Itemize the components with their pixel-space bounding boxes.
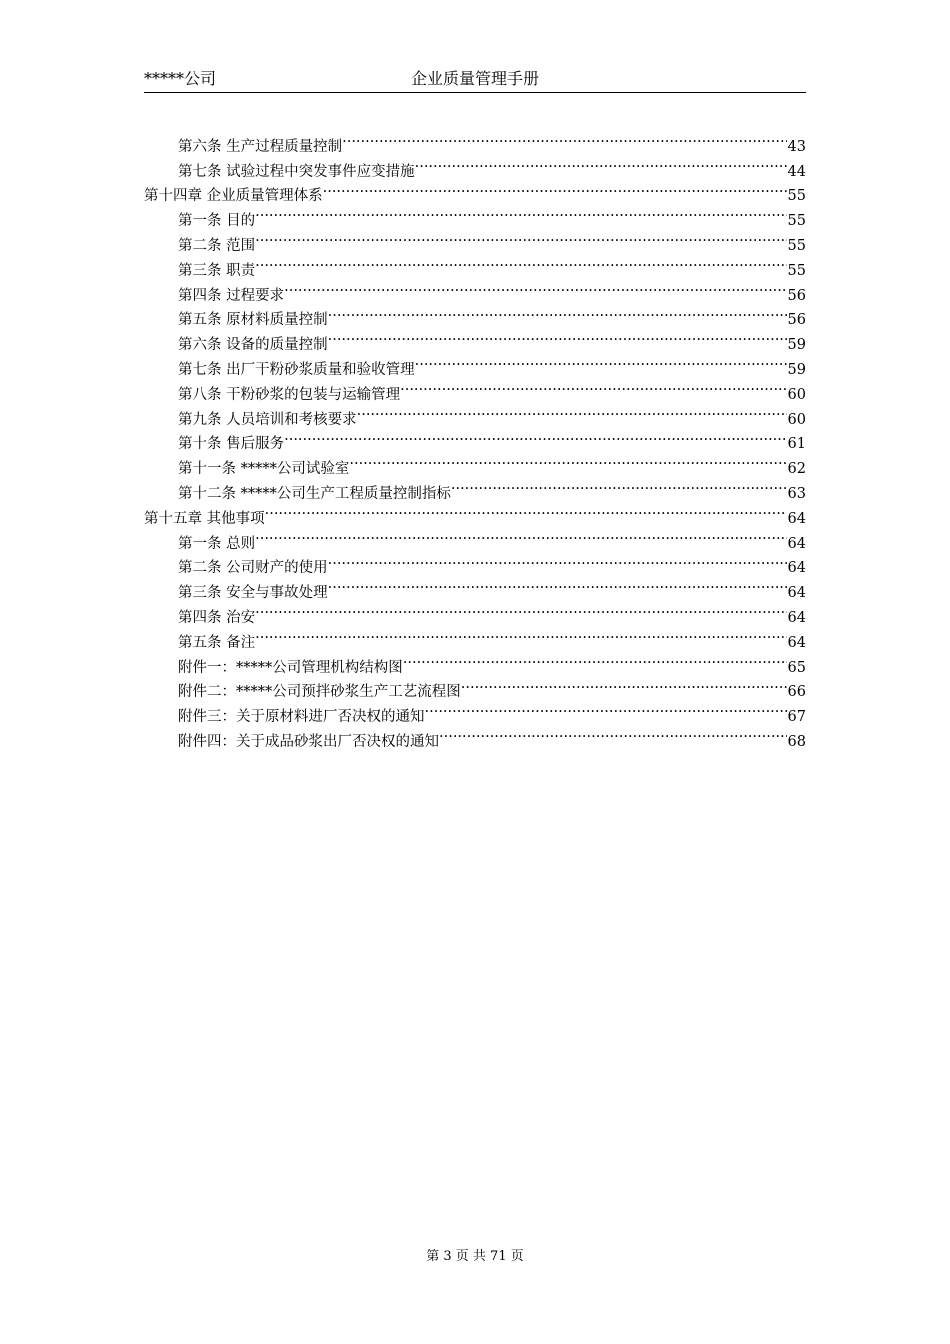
toc-entry-page: 60	[787, 386, 806, 403]
toc-dot-leader	[328, 548, 787, 573]
toc-dot-leader	[284, 424, 786, 449]
toc-entry-page: 61	[787, 436, 806, 453]
toc-entry-page: 59	[787, 361, 806, 378]
toc-dot-leader	[255, 225, 786, 250]
toc-entry[interactable]	[144, 126, 806, 155]
toc-entry-title: 附件二：*****公司预拌砂浆生产工艺流程图	[178, 684, 461, 701]
toc-dot-leader	[342, 126, 786, 151]
toc-entry-title: 第五条 原材料质量控制	[178, 312, 328, 329]
toc-entry-page: 67	[787, 709, 806, 726]
toc-entry-title: 第三条 职责	[178, 262, 256, 279]
toc-entry-page: 55	[787, 188, 806, 205]
toc-entry-title: 第九条 人员培训和考核要求	[178, 411, 357, 428]
toc-entry-page: 56	[787, 312, 806, 329]
toc-dot-leader	[400, 374, 786, 399]
toc-entry-page: 64	[787, 634, 806, 651]
toc-entry-page: 64	[787, 585, 806, 602]
page-footer: 第 3 页 共 71 页	[426, 1249, 524, 1264]
toc-dot-leader	[255, 200, 786, 225]
toc-entry-title: 第七条 出厂干粉砂浆质量和验收管理	[178, 361, 415, 378]
toc-dot-leader	[415, 151, 787, 176]
toc-entry-page: 60	[787, 411, 806, 428]
toc-entry-title: 第六条 生产过程质量控制	[178, 138, 343, 155]
toc-dot-leader	[255, 250, 786, 275]
toc-entry-title: 第二条 范围	[178, 237, 256, 254]
toc-dot-leader	[328, 572, 787, 597]
toc-dot-leader	[357, 399, 787, 424]
toc-entry-page: 63	[787, 485, 806, 502]
toc-dot-leader	[403, 647, 787, 672]
toc-entry-title: 第五条 备注	[178, 634, 256, 651]
toc-dot-leader	[323, 176, 787, 201]
toc-entry-title: 第十五章 其他事项	[144, 510, 265, 527]
toc-entry-page: 43	[787, 138, 806, 155]
toc-dot-leader	[255, 597, 786, 622]
toc-entry-title: 第十四章 企业质量管理体系	[144, 188, 323, 205]
toc-entry-page: 64	[787, 535, 806, 552]
toc-dot-leader	[328, 300, 787, 325]
toc-entry-title: 第十二条 *****公司生产工程质量控制指标	[178, 485, 451, 502]
toc-dot-leader	[255, 523, 786, 548]
toc-entry-title: 第二条 公司财产的使用	[178, 560, 328, 577]
toc-entry-page: 55	[787, 213, 806, 230]
toc-entry-title: 第八条 干粉砂浆的包装与运输管理	[178, 386, 401, 403]
toc-entry-title: 第四条 治安	[178, 609, 256, 626]
page-header	[144, 68, 806, 93]
toc-entry-title: 第十一条 *****公司试验室	[178, 461, 350, 478]
toc-entry-title: 附件三：关于原材料进厂否决权的通知	[178, 709, 425, 726]
toc-dot-leader	[349, 448, 786, 473]
toc-entry-title: 第三条 安全与事故处理	[178, 585, 328, 602]
toc-dot-leader	[415, 349, 787, 374]
toc-dot-leader	[439, 721, 787, 746]
toc-dot-leader	[425, 696, 787, 721]
toc-entry-title: 附件一：*****公司管理机构结构图	[178, 659, 403, 676]
toc-entry-page: 68	[787, 733, 806, 750]
toc-dot-leader	[451, 473, 787, 498]
toc-entry-title: 第十条 售后服务	[178, 436, 285, 453]
toc-entry-page: 64	[787, 560, 806, 577]
toc-dot-leader	[328, 324, 787, 349]
toc-entry-page: 66	[787, 684, 806, 701]
toc-entry-page: 65	[787, 659, 806, 676]
toc-entry-title: 第七条 试验过程中突发事件应变措施	[178, 163, 415, 180]
toc-dot-leader	[461, 672, 787, 697]
toc-entry-page: 56	[787, 287, 806, 304]
toc-dot-leader	[265, 498, 787, 523]
header-company: *****公司	[144, 69, 217, 88]
toc-entry-page: 64	[787, 609, 806, 626]
header-title: 企业质量管理手册	[410, 69, 539, 88]
toc-entry-title: 第一条 总则	[178, 535, 256, 552]
toc-entry-page: 59	[787, 337, 806, 354]
toc-entry-title: 第六条 设备的质量控制	[178, 337, 328, 354]
toc-dot-leader	[284, 275, 786, 300]
table-of-contents	[144, 126, 806, 750]
toc-entry-title: 附件四：关于成品砂浆出厂否决权的通知	[178, 733, 439, 750]
toc-entry-page: 44	[787, 163, 806, 180]
toc-entry-title: 第一条 目的	[178, 213, 256, 230]
toc-entry-page: 55	[787, 262, 806, 279]
toc-entry-page: 55	[787, 237, 806, 254]
toc-dot-leader	[255, 622, 786, 647]
toc-entry-title: 第四条 过程要求	[178, 287, 285, 304]
toc-entry-page: 64	[787, 510, 806, 527]
toc-entry-page: 62	[787, 461, 806, 478]
